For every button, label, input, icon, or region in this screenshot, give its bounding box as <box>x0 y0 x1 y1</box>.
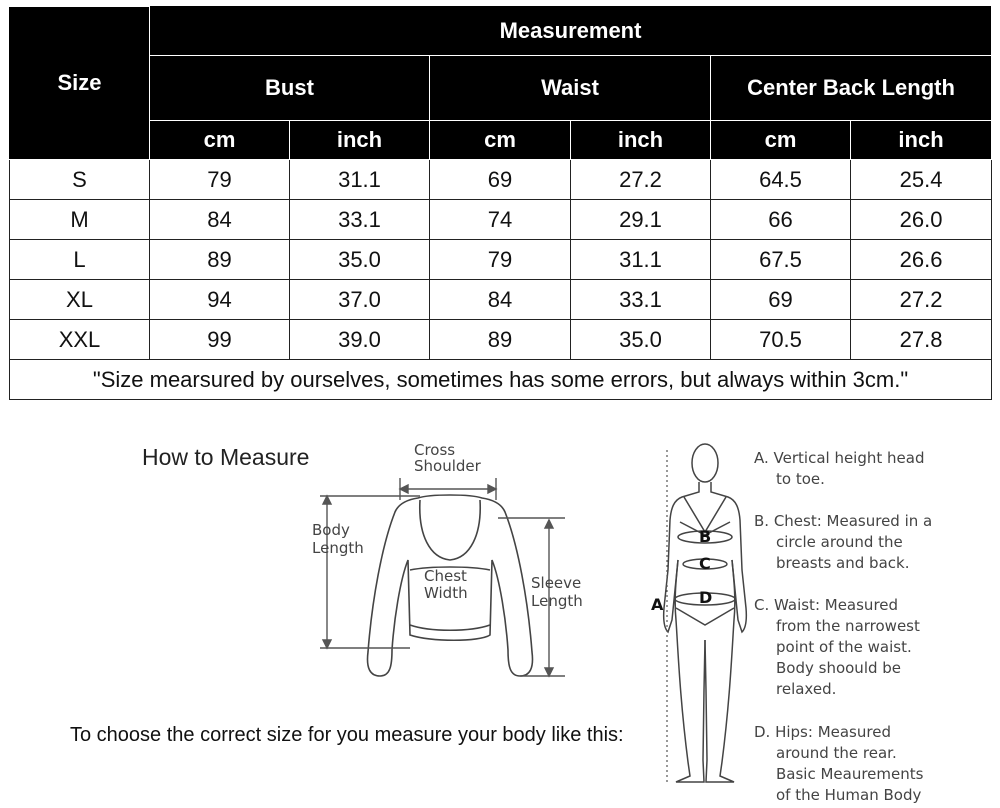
size-cell: S <box>10 160 150 200</box>
note-d-line: of the Human Body <box>776 786 922 804</box>
note-c <box>754 595 994 700</box>
table-cell: 31.1 <box>290 160 430 200</box>
note-a <box>754 448 994 490</box>
table-cell: 27.2 <box>571 160 711 200</box>
unit-header: cm <box>711 121 851 160</box>
note-d-line: around the rear. <box>776 744 897 762</box>
how-to-measure-title: How to Measure <box>142 444 310 470</box>
bust-header: Bust <box>150 56 430 121</box>
table-cell: 79 <box>150 160 290 200</box>
table-cell: 35.0 <box>571 320 711 360</box>
cross-shoulder-arrow <box>400 478 496 500</box>
table-cell: 89 <box>430 320 571 360</box>
human-body-figure <box>664 444 747 782</box>
label-c: C <box>699 554 711 573</box>
note-d <box>754 722 994 806</box>
table-cell: 69 <box>711 280 851 320</box>
unit-header: cm <box>430 121 571 160</box>
table-cell: 27.8 <box>851 320 992 360</box>
table-cell: 39.0 <box>290 320 430 360</box>
note-b-line: breasts and back. <box>776 554 910 572</box>
cross-shoulder-label-1: Cross <box>414 441 456 459</box>
instruction-text: To choose the correct size for you measure your body like this: <box>70 724 624 746</box>
sleeve-length-label-1: Sleeve <box>531 574 582 592</box>
waist-header: Waist <box>430 56 711 121</box>
table-cell: 66 <box>711 200 851 240</box>
table-cell: 69 <box>430 160 571 200</box>
note-c-line: from the narrowest <box>776 617 920 635</box>
table-cell: 64.5 <box>711 160 851 200</box>
note-c-line: C. Waist: Measured <box>754 596 899 614</box>
table-cell: 89 <box>150 240 290 280</box>
chest-width-label-2: Width <box>424 584 468 602</box>
table-cell: 26.6 <box>851 240 992 280</box>
sleeve-length-label-2: Length <box>531 592 583 610</box>
note-b-line: circle around the <box>776 533 903 551</box>
table-cell: 70.5 <box>711 320 851 360</box>
table-cell: 74 <box>430 200 571 240</box>
table-cell: 25.4 <box>851 160 992 200</box>
note-a-line: to toe. <box>776 470 825 488</box>
table-cell: 29.1 <box>571 200 711 240</box>
table-cell: 26.0 <box>851 200 992 240</box>
note-b <box>754 511 994 574</box>
unit-header: inch <box>571 121 711 160</box>
table-cell: 33.1 <box>290 200 430 240</box>
label-d: D <box>699 588 713 607</box>
label-a: A <box>651 595 664 614</box>
note-c-line: point of the waist. <box>776 638 912 656</box>
unit-header: inch <box>851 121 992 160</box>
table-cell: 67.5 <box>711 240 851 280</box>
table-cell: 99 <box>150 320 290 360</box>
body-length-label-2: Length <box>312 539 364 557</box>
table-cell: 35.0 <box>290 240 430 280</box>
table-cell: 33.1 <box>571 280 711 320</box>
size-cell: L <box>10 240 150 280</box>
error-note: "Size mearsured by ourselves, sometimes has some errors, but always within 3cm." <box>10 360 992 400</box>
unit-header: inch <box>290 121 430 160</box>
note-b-line: B. Chest: Measured in a <box>754 512 933 530</box>
center-back-length-header: Center Back Length <box>711 56 992 121</box>
table-cell: 84 <box>430 280 571 320</box>
table-cell: 31.1 <box>571 240 711 280</box>
cross-shoulder-label-2: Shoulder <box>414 457 481 475</box>
table-cell: 27.2 <box>851 280 992 320</box>
chest-width-label-1: Chest <box>424 567 467 585</box>
note-c-line: relaxed. <box>776 680 837 698</box>
measurement-header: Measurement <box>150 7 992 56</box>
label-b: B <box>699 527 712 546</box>
note-d-line: D. Hips: Measured <box>754 723 891 741</box>
body-length-label-1: Body <box>312 521 350 539</box>
size-cell: XL <box>10 280 150 320</box>
note-c-line: Body shoould be <box>776 659 902 677</box>
size-cell: XXL <box>10 320 150 360</box>
unit-header: cm <box>150 121 290 160</box>
table-cell: 94 <box>150 280 290 320</box>
size-header: Size <box>10 7 150 160</box>
table-cell: 37.0 <box>290 280 430 320</box>
note-a-line: A. Vertical height head <box>754 449 925 467</box>
table-cell: 79 <box>430 240 571 280</box>
table-cell: 84 <box>150 200 290 240</box>
note-d-line: Basic Meaurements <box>776 765 924 783</box>
size-cell: M <box>10 200 150 240</box>
